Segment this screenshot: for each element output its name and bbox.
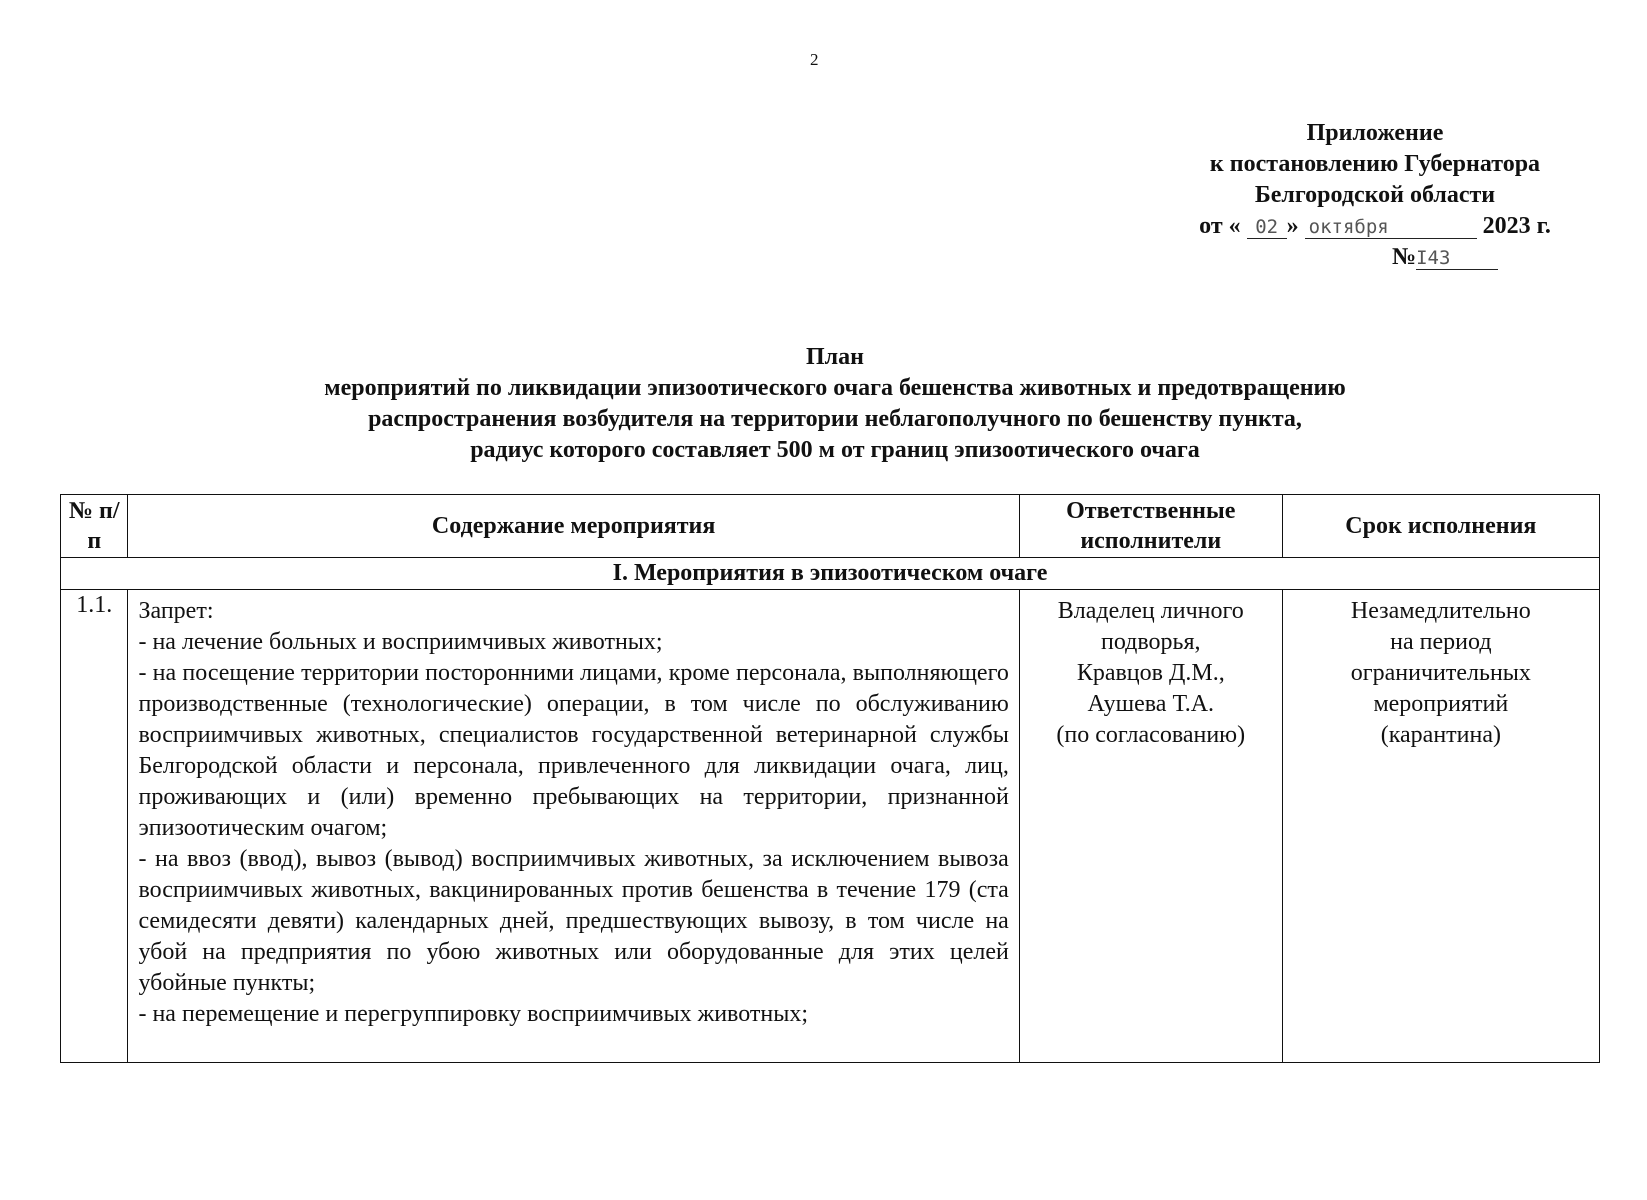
row-term <box>1282 590 1599 1063</box>
row-content <box>128 590 1019 1063</box>
section-title: I. Мероприятия в эпизоотическом очаге <box>61 558 1600 590</box>
title-line: распространения возбудителя на территории неблагополучного по бешенству пункта, <box>368 406 1302 432</box>
content-paragraph: - на ввоз (ввод), вывоз (вывод) восприимчивых животных, за исключением вывоза восприимчивых животных, вакцинированных против бешенства в течение 179 (ста семидесяти девяти) календарных дней, предшествующих вывозу, в том числе на убой на предприятия по убою животных или оборудованные для этих целей убойные пункты; <box>138 846 1009 996</box>
term-line: (карантина) <box>1380 722 1501 748</box>
term-line: мероприятий <box>1373 691 1509 717</box>
annex-date <box>1160 211 1590 242</box>
term-line: на период <box>1390 629 1492 655</box>
responsible-line: Владелец личного <box>1057 598 1244 624</box>
responsible-line: Кравцов Д.М., <box>1076 660 1225 686</box>
date-year: 2023 г. <box>1482 213 1551 239</box>
number-value: I43 <box>1416 247 1498 270</box>
term-line: ограничительных <box>1350 660 1531 686</box>
responsible-line: (по согласованию) <box>1056 722 1246 748</box>
title-line: План <box>806 344 864 370</box>
page-number: 2 <box>810 50 819 69</box>
plan-table <box>60 494 1600 1063</box>
annex-number <box>1160 242 1590 273</box>
section-row <box>61 558 1600 590</box>
term-line: Незамедлительно <box>1350 598 1531 624</box>
responsible-line: Аушева Т.А. <box>1087 691 1215 717</box>
content-paragraph: Запрет: <box>138 598 214 624</box>
content-paragraph: - на перемещение и перегруппировку восприимчивых животных; <box>138 1001 809 1027</box>
header-content: Содержание мероприятия <box>128 495 1019 558</box>
content-paragraph: - на лечение больных и восприимчивых животных; <box>138 629 663 655</box>
content-paragraph: - на посещение территории посторонними лицами, кроме персонала, выполняющего производственные (технологические) операции, в том числе по обслуживанию восприимчивых животных, специалистов государственной ветеринарной службы Белгородской области и персонала, привлеченного для ликвидации очага, лиц, проживающих и (или) временно пребывающих на территории, признанной эпизоотическим очагом; <box>138 660 1009 841</box>
title-line: мероприятий по ликвидации эпизоотического очага бешенства животных и предотвращению <box>324 375 1346 401</box>
number-prefix: № <box>1391 244 1417 270</box>
row-responsible <box>1019 590 1282 1063</box>
responsible-line: подворья, <box>1101 629 1201 655</box>
annex-line: Белгородской области <box>1254 182 1496 208</box>
date-month: октября <box>1305 216 1477 239</box>
table-row <box>61 590 1600 1063</box>
header-num: № п/п <box>61 495 128 558</box>
header-row <box>61 495 1600 558</box>
document-title <box>190 342 1480 466</box>
header-term: Срок исполнения <box>1282 495 1599 558</box>
annex-title: Приложение <box>1306 120 1444 146</box>
date-prefix: от « <box>1199 213 1241 239</box>
annex-line: к постановлению Губернатора <box>1209 151 1541 177</box>
row-number: 1.1. <box>61 590 128 1063</box>
annex-block <box>1160 118 1590 273</box>
header-responsible: Ответственные исполнители <box>1019 495 1282 558</box>
title-line: радиус которого составляет 500 м от границ эпизоотического очага <box>470 437 1200 463</box>
date-day: 02 <box>1247 216 1287 239</box>
date-mid: » <box>1286 213 1299 239</box>
